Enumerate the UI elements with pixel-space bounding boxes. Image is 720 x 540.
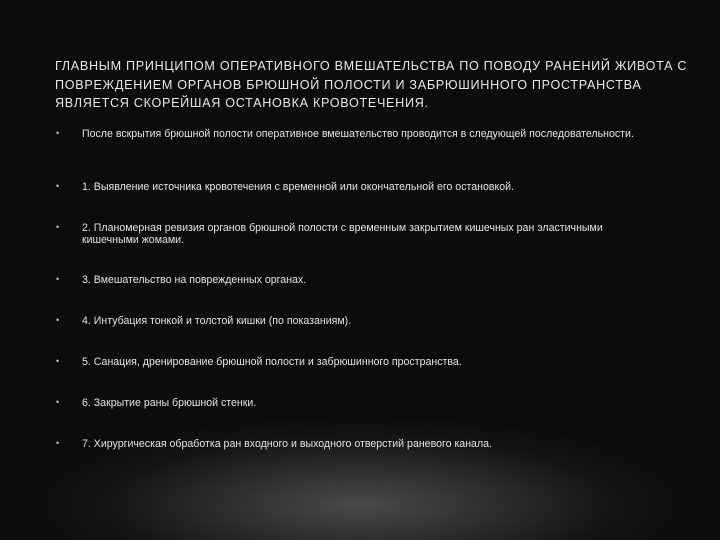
slide-title: ГЛАВНЫМ ПРИНЦИПОМ ОПЕРАТИВНОГО ВМЕШАТЕЛЬСТВА ПО ПОВОДУ РАНЕНИЙ ЖИВОТА С ПОВРЕЖДЕНИЕМ ОРГАНОВ БРЮШНОЙ ПОЛОСТИ И ЗАБРЮШИННОГО ПРОСТРАНСТВА ЯВЛЯЕТСЯ СКОРЕЙШАЯ ОСТАНОВКА КРОВОТЕЧЕНИЯ. xyxy=(55,59,688,110)
bullet-marker: • xyxy=(56,274,60,284)
bullet-text: 4. Интубация тонкой и толстой кишки (по показаниям). xyxy=(82,315,352,327)
bullet-marker: • xyxy=(56,181,60,191)
bullet-text: 1. Выявление источника кровотечения с временной или окончательной его остановкой. xyxy=(82,181,514,193)
bullet-marker: • xyxy=(56,128,60,138)
bullet-marker: • xyxy=(56,356,60,366)
bullet-text: 5. Санация, дренирование брюшной полости и забрюшинного пространства. xyxy=(82,356,462,368)
bullet-text: После вскрытия брюшной полости оперативное вмешательство проводится в следующей последовательности. xyxy=(82,128,634,140)
bullet-text: 6. Закрытие раны брюшной стенки. xyxy=(82,397,257,409)
bullet-marker: • xyxy=(56,397,60,407)
bullet-marker: • xyxy=(56,222,60,232)
bullet-text: 2. Планомерная ревизия органов брюшной полости с временным закрытием кишечных ран эластичными кишечными жомами. xyxy=(82,222,603,246)
bullet-marker: • xyxy=(56,315,60,325)
bullet-text: 7. Хирургическая обработка ран входного и выходного отверстий раневого канала. xyxy=(82,438,492,450)
bullet-marker: • xyxy=(56,438,60,448)
bullet-text: 3. Вмешательство на поврежденных органах. xyxy=(82,274,307,286)
